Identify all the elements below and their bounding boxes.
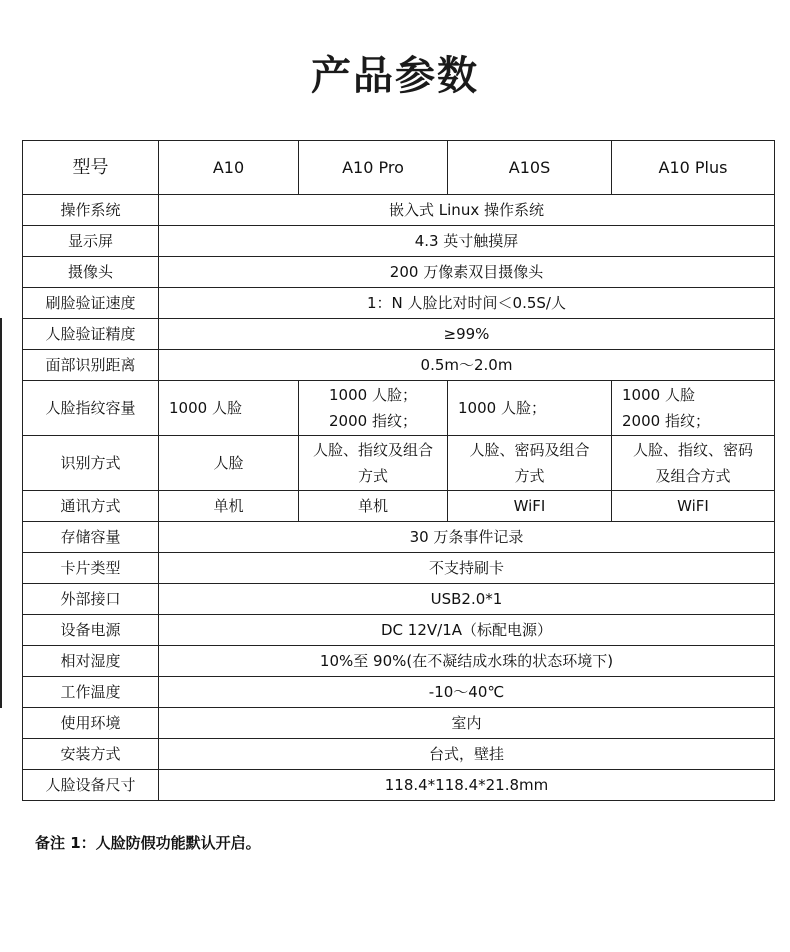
- cell-line: 人脸、指纹及组合: [312, 441, 433, 459]
- row-label: 卡片类型: [23, 553, 159, 584]
- table-row: [23, 584, 775, 615]
- row-value: 室内: [159, 708, 775, 739]
- row-label: 人脸验证精度: [23, 319, 159, 350]
- table-row: [23, 522, 775, 553]
- table-row: [23, 319, 775, 350]
- row-label: 刷脸验证速度: [23, 288, 159, 319]
- row-value: 台式，壁挂: [159, 739, 775, 770]
- table-row: [23, 708, 775, 739]
- footnote: 备注 1：人脸防假功能默认开启。: [35, 834, 261, 852]
- cell-a10s: WiFI: [448, 491, 612, 522]
- row-value: 118.4*118.4*21.8mm: [159, 770, 775, 801]
- row-value: 4.3 英寸触摸屏: [159, 226, 775, 257]
- table-header-row: [23, 141, 775, 195]
- header-label: 型号: [23, 141, 159, 195]
- cell-a10: 单机: [159, 491, 299, 522]
- row-label: 面部识别距离: [23, 350, 159, 381]
- table-row: [23, 491, 775, 522]
- cell-a10-pro: 单机: [299, 491, 448, 522]
- row-label: 设备电源: [23, 615, 159, 646]
- row-label: 人脸指纹容量: [23, 381, 159, 436]
- row-value: ≥99%: [159, 319, 775, 350]
- row-label: 外部接口: [23, 584, 159, 615]
- row-label: 安装方式: [23, 739, 159, 770]
- model-a10: A10: [159, 141, 299, 195]
- row-value: 10%至 90%(在不凝结成水珠的状态环境下): [159, 646, 775, 677]
- cell-a10-plus: [612, 436, 775, 491]
- cell-line: 方式: [514, 467, 545, 485]
- row-value: 0.5m～2.0m: [159, 350, 775, 381]
- table-row: [23, 288, 775, 319]
- model-a10s: A10S: [448, 141, 612, 195]
- cell-a10-pro: [299, 436, 448, 491]
- cell-a10-plus: [612, 381, 775, 436]
- row-label: 显示屏: [23, 226, 159, 257]
- table-row: [23, 739, 775, 770]
- row-label: 工作温度: [23, 677, 159, 708]
- row-value: 200 万像素双目摄像头: [159, 257, 775, 288]
- row-value: USB2.0*1: [159, 584, 775, 615]
- row-label: 识别方式: [23, 436, 159, 491]
- table-row: [23, 195, 775, 226]
- row-value: 不支持刷卡: [159, 553, 775, 584]
- model-a10-plus: A10 Plus: [612, 141, 775, 195]
- cell-line: 人脸、指纹、密码: [632, 441, 753, 459]
- table-row: [23, 436, 775, 491]
- row-label: 使用环境: [23, 708, 159, 739]
- cell-a10: 人脸: [159, 436, 299, 491]
- table-row: [23, 553, 775, 584]
- left-edge-bar: [0, 318, 2, 708]
- cell-line: 方式: [357, 467, 388, 485]
- model-a10-pro: A10 Pro: [299, 141, 448, 195]
- row-label: 人脸设备尺寸: [23, 770, 159, 801]
- cell-a10s: 1000 人脸；: [448, 381, 612, 436]
- table-row: [23, 770, 775, 801]
- row-value: -10～40℃: [159, 677, 775, 708]
- row-label: 摄像头: [23, 257, 159, 288]
- table-row: [23, 350, 775, 381]
- row-label: 存储容量: [23, 522, 159, 553]
- cell-line: 2000 指纹；: [329, 412, 417, 430]
- table-row: [23, 646, 775, 677]
- row-label: 通讯方式: [23, 491, 159, 522]
- cell-line: 及组合方式: [655, 467, 731, 485]
- row-value: 30 万条事件记录: [159, 522, 775, 553]
- cell-a10-plus: WiFI: [612, 491, 775, 522]
- spec-table: [22, 140, 775, 801]
- row-label: 相对湿度: [23, 646, 159, 677]
- table-row: [23, 677, 775, 708]
- row-value: 1：N 人脸比对时间＜0.5S/人: [159, 288, 775, 319]
- cell-line: 1000 人脸；: [329, 386, 417, 404]
- cell-line: 1000 人脸: [622, 386, 695, 404]
- table-row: [23, 226, 775, 257]
- cell-a10s: [448, 436, 612, 491]
- row-value: 嵌入式 Linux 操作系统: [159, 195, 775, 226]
- page-title: 产品参数: [311, 53, 479, 99]
- table-row: [23, 257, 775, 288]
- table-row: [23, 381, 775, 436]
- row-label: 操作系统: [23, 195, 159, 226]
- cell-a10-pro: [299, 381, 448, 436]
- cell-line: 人脸、密码及组合: [469, 441, 590, 459]
- cell-a10: 1000 人脸: [159, 381, 299, 436]
- table-row: [23, 615, 775, 646]
- row-value: DC 12V/1A（标配电源）: [159, 615, 775, 646]
- cell-line: 2000 指纹；: [622, 412, 710, 430]
